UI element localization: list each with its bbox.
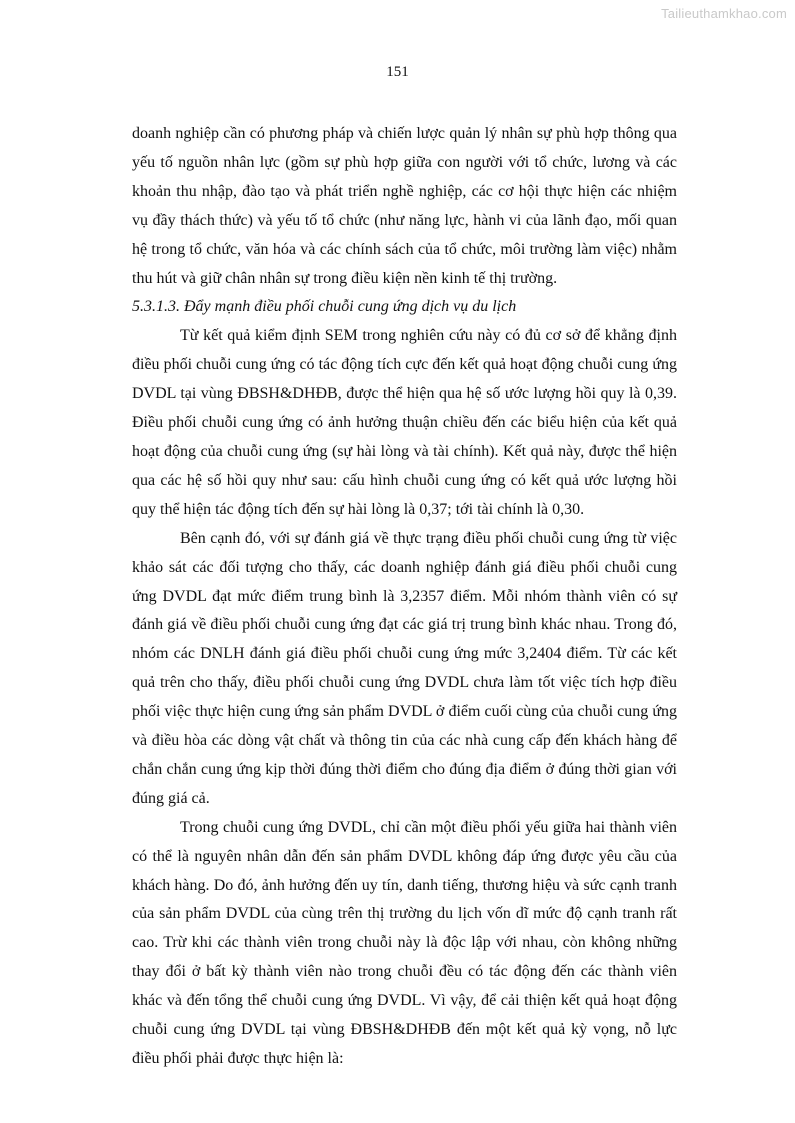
document-body (132, 120, 677, 1074)
page-number: 151 (386, 64, 409, 80)
watermark: Tailieuthamkhao.com (661, 6, 787, 21)
paragraph: Trong chuỗi cung ứng DVDL, chỉ cần một điều phối yếu giữa hai thành viên có thể là nguyên nhân dẫn đến sản phẩm DVDL không đáp ứng được yêu cầu của khách hàng. Do đó, ảnh hưởng đến uy tín, danh tiếng, thương hiệu và sức cạnh tranh của sản phẩm DVDL của cùng trên thị trường du lịch vốn dĩ mức độ cạnh tranh rất cao. Trừ khi các thành viên trong chuỗi này là độc lập với nhau, còn không những thay đổi ở bất kỳ thành viên nào trong chuỗi đều có tác động đến các thành viên khác và đến tổng thể chuỗi cung ứng DVDL. Vì vậy, để cải thiện kết quả hoạt động chuỗi cung ứng DVDL tại vùng ĐBSH&DHĐB đến một kết quả kỳ vọng, nỗ lực điều phối phải được thực hiện là: (132, 818, 677, 1067)
paragraph: Bên cạnh đó, với sự đánh giá về thực trạng điều phối chuỗi cung ứng từ việc khảo sát các đối tượng cho thấy, các doanh nghiệp đánh giá điều phối chuỗi cung ứng DVDL đạt mức điểm trung bình là 3,2357 điểm. Mỗi nhóm thành viên có sự đánh giá về điều phối chuỗi cung ứng đạt các giá trị trung bình khác nhau. Trong đó, nhóm các DNLH đánh giá điều phối chuỗi cung ứng mức 3,2404 điểm. Từ các kết quả trên cho thấy, điều phối chuỗi cung ứng DVDL chưa làm tốt việc tích hợp điều phối việc thực hiện cung ứng sản phẩm DVDL ở điểm cuối cùng của chuỗi cung ứng và điều hòa các dòng vật chất và thông tin của các nhà cung cấp đến khách hàng để chắn chắn cung ứng kịp thời đúng thời điểm cho đúng địa điểm ở đúng thời gian với đúng giá cả. (132, 529, 677, 807)
section-heading: 5.3.1.3. Đẩy mạnh điều phối chuỗi cung ứng dịch vụ du lịch (132, 298, 517, 316)
paragraph: Từ kết quả kiểm định SEM trong nghiên cứu này có đủ cơ sở để khẳng định điều phối chuỗi cung ứng có tác động tích cực đến kết quả hoạt động chuỗi cung ứng DVDL tại vùng ĐBSH&DHĐB, được thể hiện qua hệ số ước lượng hồi quy là 0,39. Điều phối chuỗi cung ứng có ảnh hưởng thuận chiều đến các biểu hiện của kết quả hoạt động của chuỗi cung ứng (sự hài lòng và tài chính). Kết quả này, được thể hiện qua các hệ số hồi quy như sau: cấu hình chuỗi cung ứng có kết quả ước lượng hồi quy thể hiện tác động tích đến sự hài lòng là 0,37; tới tài chính là 0,30. (132, 327, 677, 518)
paragraph-continued: doanh nghiệp cần có phương pháp và chiến lược quản lý nhân sự phù hợp thông qua yếu tố nguồn nhân lực (gồm sự phù hợp giữa con người với tổ chức, lương và các khoản thu nhập, đào tạo và phát triển nghề nghiệp, các cơ hội thực hiện các nhiệm vụ đầy thách thức) và yếu tố tổ chức (như năng lực, hành vi của lãnh đạo, mối quan hệ trong tổ chức, văn hóa và các chính sách của tổ chức, môi trường làm việc) nhằm thu hút và giữ chân nhân sự trong điều kiện nền kinh tế thị trường. (132, 125, 677, 287)
